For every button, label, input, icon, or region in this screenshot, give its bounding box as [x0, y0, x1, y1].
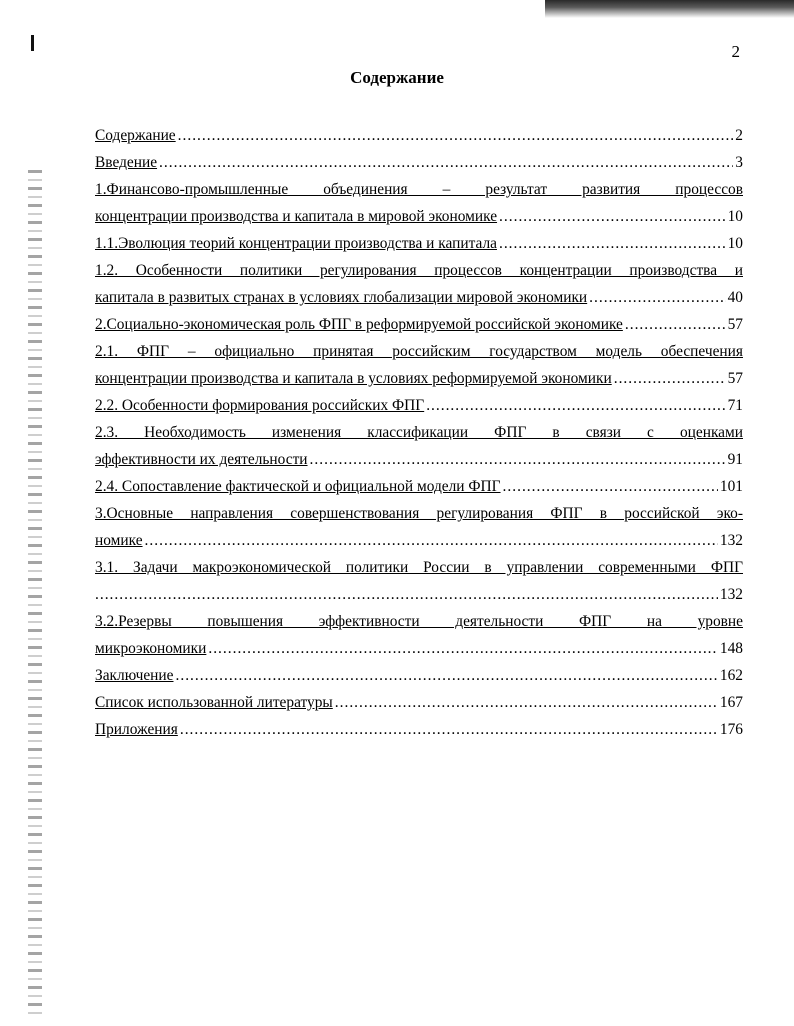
toc-entry[interactable]	[95, 716, 743, 743]
toc-entry-page: 176	[719, 721, 743, 738]
toc-entry-line1[interactable]	[95, 554, 743, 581]
toc-entry[interactable]	[95, 365, 743, 392]
toc-entry-text: Введение	[95, 154, 158, 171]
toc-entry[interactable]	[95, 446, 743, 473]
toc-leader	[208, 635, 718, 662]
toc-leader	[335, 689, 718, 716]
table-of-contents	[95, 122, 743, 743]
toc-leader	[180, 716, 718, 743]
toc-entry-text: концентрации производства и капитала в условиях реформируемой экономики	[95, 370, 612, 387]
toc-entry[interactable]	[95, 527, 743, 554]
toc-entry[interactable]	[95, 284, 743, 311]
toc-entry-page: 167	[719, 694, 743, 711]
toc-leader	[589, 284, 725, 311]
toc-entry-text: микроэкономики	[95, 640, 207, 657]
toc-leader	[145, 527, 718, 554]
toc-entry-text: Список использованной литературы	[95, 694, 333, 711]
toc-entry-text: капитала в развитых странах в условиях глобализации мировой экономики	[95, 289, 588, 306]
toc-entry-text: 3.Основные направления совершенствования регулирования ФПГ в российской эко-	[95, 505, 743, 522]
toc-entry-page: 132	[719, 532, 743, 549]
toc-entry-line1[interactable]	[95, 176, 743, 203]
toc-leader	[178, 122, 734, 149]
toc-entry[interactable]	[95, 662, 743, 689]
page-title: Содержание	[350, 68, 444, 87]
toc-leader	[176, 662, 718, 689]
toc-leader	[159, 149, 733, 176]
toc-entry[interactable]	[95, 473, 743, 500]
toc-entry-text: 3.2.Резервы повышения эффективности деятельности ФПГ на уровне	[95, 613, 743, 630]
toc-entry-page: 57	[727, 316, 743, 333]
toc-entry[interactable]	[95, 311, 743, 338]
toc-entry-line1[interactable]	[95, 419, 743, 446]
toc-entry[interactable]	[95, 122, 743, 149]
toc-entry-text: Содержание	[95, 127, 176, 144]
toc-entry-page: 101	[719, 478, 743, 495]
toc-entry-text: Заключение	[95, 667, 174, 684]
toc-entry-line1[interactable]	[95, 608, 743, 635]
toc-entry-line1[interactable]	[95, 500, 743, 527]
toc-leader	[614, 365, 726, 392]
toc-entry[interactable]	[95, 149, 743, 176]
toc-entry[interactable]	[95, 203, 743, 230]
toc-leader	[625, 311, 726, 338]
toc-entry-line1[interactable]	[95, 338, 743, 365]
toc-entry-page: 71	[727, 397, 743, 414]
toc-leader	[426, 392, 725, 419]
toc-entry-page: 162	[719, 667, 743, 684]
toc-entry-page: 10	[727, 235, 743, 252]
toc-entry-text: эффективности их деятельности	[95, 451, 308, 468]
toc-entry-page: 3	[735, 154, 743, 171]
toc-entry-page: 10	[727, 208, 743, 225]
toc-entry-page: 148	[719, 640, 743, 657]
toc-entry[interactable]	[95, 689, 743, 716]
scan-edge-top	[545, 0, 794, 18]
toc-entry-text: 2.Социально-экономическая роль ФПГ в реформируемой российской экономике	[95, 316, 623, 333]
toc-entry-text: Приложения	[95, 721, 178, 738]
toc-entry-text: 3.1. Задачи макроэкономической политики России в управлении современными ФПГ	[95, 559, 743, 576]
toc-entry-text: 2.2. Особенности формирования российских ФПГ	[95, 397, 425, 414]
toc-entry-page: 2	[735, 127, 743, 144]
toc-entry-text: 1.Финансово-промышленные объединения – результат развития процессов	[95, 181, 743, 198]
toc-entry[interactable]	[95, 635, 743, 662]
toc-leader	[95, 581, 718, 608]
toc-entry-text: концентрации производства и капитала в мировой экономике	[95, 208, 498, 225]
toc-entry-page: 57	[727, 370, 743, 387]
toc-entry-text: 1.1.Эволюция теорий концентрации производства и капитала	[95, 235, 497, 252]
toc-leader	[499, 203, 726, 230]
toc-leader	[310, 446, 726, 473]
scan-mark	[31, 35, 34, 51]
toc-leader	[503, 473, 718, 500]
toc-entry[interactable]	[95, 392, 743, 419]
toc-entry-page: 132	[719, 586, 743, 603]
toc-entry-text: номике	[95, 532, 143, 549]
toc-entry-text: 1.2. Особенности политики регулирования процессов концентрации производства и	[95, 262, 743, 279]
toc-entry-line1[interactable]	[95, 257, 743, 284]
toc-leader	[499, 230, 726, 257]
toc-entry-page: 40	[727, 289, 743, 306]
toc-entry[interactable]	[95, 581, 743, 608]
toc-entry-page: 91	[727, 451, 743, 468]
toc-entry[interactable]	[95, 230, 743, 257]
toc-entry-text: 2.3. Необходимость изменения классификации ФПГ в связи с оценками	[95, 424, 743, 441]
scan-edge-left	[28, 170, 42, 1020]
page-number: 2	[731, 42, 740, 61]
toc-entry-text: 2.1. ФПГ – официально принятая российским государством модель обеспечения	[95, 343, 743, 360]
toc-entry-text: 2.4. Сопоставление фактической и официальной модели ФПГ	[95, 478, 501, 495]
